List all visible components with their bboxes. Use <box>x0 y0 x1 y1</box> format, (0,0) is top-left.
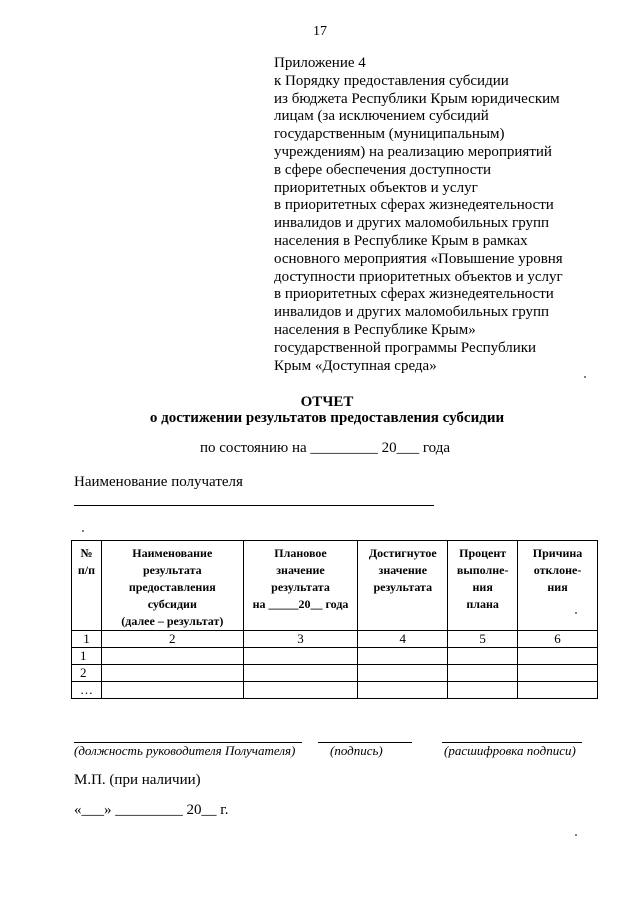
appendix-line: доступности приоритетных объектов и услуг <box>274 268 563 285</box>
appendix-line: учреждениям) на реализацию мероприятий <box>274 143 552 160</box>
appendix-line: лицам (за исключением субсидий <box>274 108 489 125</box>
report-title: ОТЧЕТ <box>300 394 354 410</box>
appendix-line: в приоритетных сферах жизнедеятельности <box>274 286 554 303</box>
appendix-line: Крым «Доступная среда» <box>274 357 437 374</box>
report-subtitle: о достижении результатов предоставления субсидии <box>149 410 505 426</box>
table-cell[interactable] <box>101 665 243 682</box>
table-cell[interactable] <box>448 648 518 665</box>
table-cell[interactable] <box>448 665 518 682</box>
table-cell[interactable] <box>101 648 243 665</box>
recipient-field-line[interactable] <box>74 505 434 506</box>
page-number: 17 <box>313 24 327 39</box>
scan-speck <box>82 530 84 532</box>
row-number-cell: 2 <box>72 665 102 682</box>
table-row <box>72 682 598 699</box>
header-cell-result-name: Наименование результата предоставления субсидии (далее – результат) <box>101 541 243 631</box>
appendix-line: Приложение 4 <box>274 55 366 71</box>
recipient-label: Наименование получателя <box>74 474 243 490</box>
table-row <box>72 665 598 682</box>
appendix-line: населения в Республике Крым» <box>274 321 476 338</box>
appendix-line: инвалидов и других маломобильных групп <box>274 304 550 321</box>
table-cell[interactable] <box>243 648 358 665</box>
row-number-cell: 1 <box>72 648 102 665</box>
column-number: 3 <box>243 631 358 648</box>
column-number: 4 <box>358 631 448 648</box>
table-cell[interactable] <box>358 648 448 665</box>
column-number: 6 <box>518 631 598 648</box>
table-cell[interactable] <box>358 682 448 699</box>
column-number: 5 <box>448 631 518 648</box>
scan-speck <box>575 834 577 836</box>
appendix-line: в сфере обеспечения доступности <box>274 161 491 178</box>
table-cell[interactable] <box>518 648 598 665</box>
table-header-row <box>72 541 598 631</box>
as-of-date-line: по состоянию на _________ 20___ года <box>200 440 451 456</box>
appendix-line: приоритетных объектов и услуг <box>274 179 478 196</box>
seal-label: М.П. (при наличии) <box>74 772 201 788</box>
appendix-line: из бюджета Республики Крым юридическим <box>274 90 560 107</box>
appendix-block <box>274 55 614 375</box>
appendix-line: в приоритетных сферах жизнедеятельности <box>274 197 554 214</box>
header-cell-achieved-value: Достигнутое значение результата <box>358 541 448 631</box>
table-row <box>72 648 598 665</box>
appendix-line: к Порядку предоставления субсидии <box>274 72 509 89</box>
table-cell[interactable] <box>101 682 243 699</box>
appendix-line: государственным (муниципальным) <box>274 126 505 143</box>
table-cell[interactable] <box>243 682 358 699</box>
scan-speck <box>584 376 586 378</box>
column-number-row <box>72 631 598 648</box>
table-cell[interactable] <box>358 665 448 682</box>
header-cell-percent: Процент выполне- ния плана <box>448 541 518 631</box>
decode-label: (расшифровка подписи) <box>444 743 576 758</box>
scan-speck <box>575 612 577 614</box>
header-cell-planned-value: Плановое значение результата на _____20__ года <box>243 541 358 631</box>
signature-label: (подпись) <box>330 743 383 758</box>
row-number-cell: … <box>72 682 102 699</box>
appendix-line: основного мероприятия «Повышение уровня <box>274 250 563 267</box>
column-number: 1 <box>72 631 102 648</box>
appendix-line: инвалидов и других маломобильных групп <box>274 215 550 232</box>
report-table <box>71 540 598 699</box>
position-label: (должность руководителя Получателя) <box>74 743 296 758</box>
appendix-line: государственной программы Республики <box>274 339 537 356</box>
table-cell[interactable] <box>243 665 358 682</box>
date-line: «___» _________ 20__ г. <box>74 802 229 818</box>
table-cell[interactable] <box>448 682 518 699</box>
header-cell-deviation-reason: Причина отклоне- ния <box>518 541 598 631</box>
table-cell[interactable] <box>518 682 598 699</box>
table-cell[interactable] <box>518 665 598 682</box>
header-cell-number: № п/п <box>72 541 102 631</box>
column-number: 2 <box>101 631 243 648</box>
appendix-line: населения в Республике Крым в рамках <box>274 232 528 249</box>
